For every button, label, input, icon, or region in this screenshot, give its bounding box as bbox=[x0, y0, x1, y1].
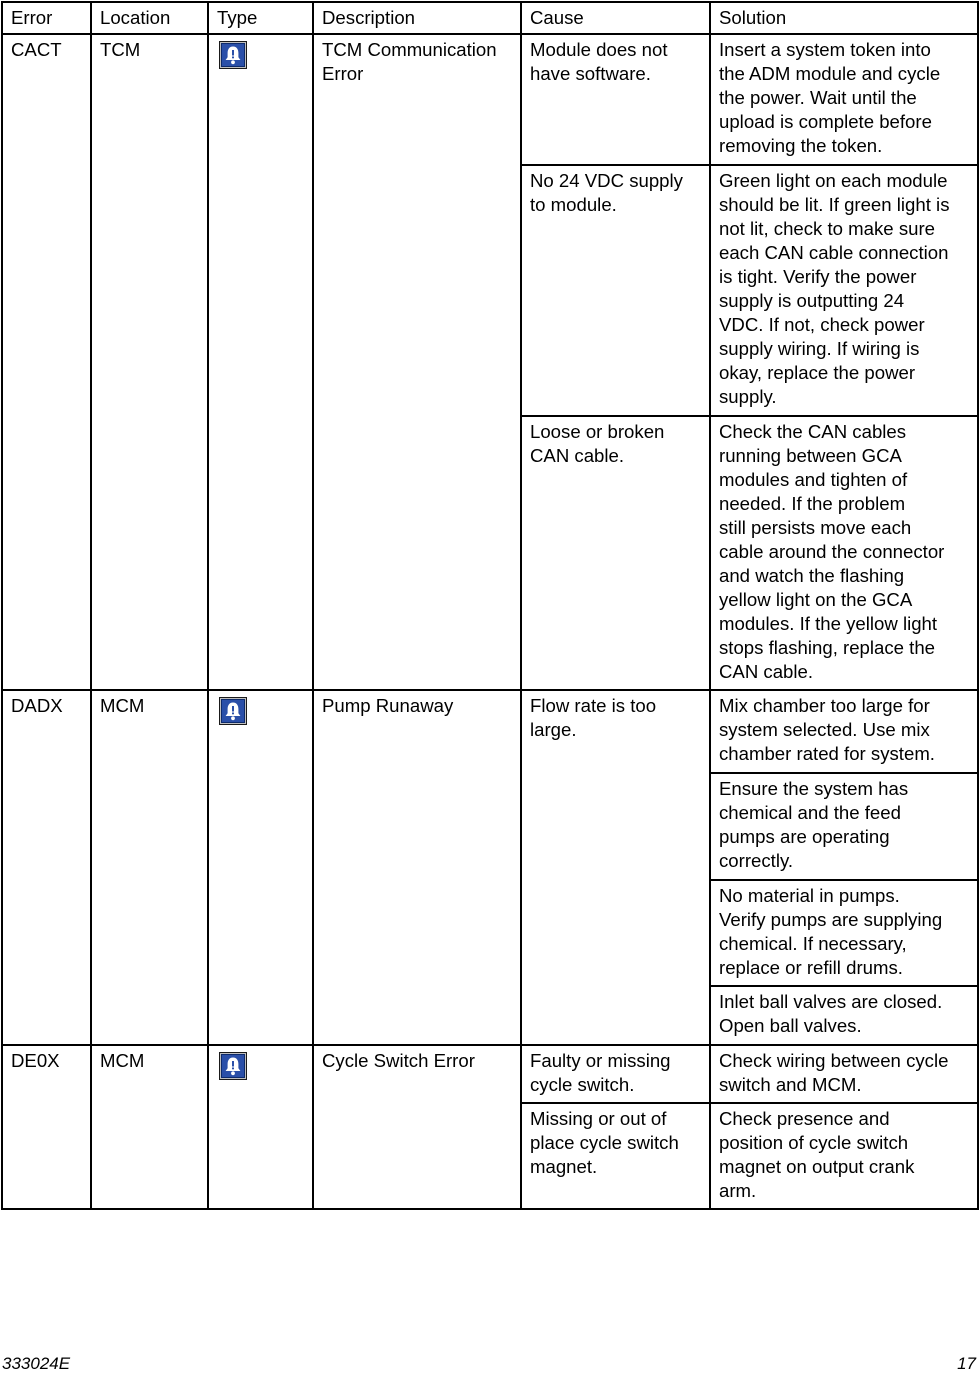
cause-cell: No 24 VDC supply to module. bbox=[521, 165, 710, 416]
table-row bbox=[2, 34, 978, 165]
error-location: MCM bbox=[91, 690, 208, 1045]
document-number: 333024E bbox=[2, 1354, 71, 1373]
solution-cell: Check wiring between cycle switch and MCM. bbox=[710, 1045, 978, 1103]
error-type bbox=[208, 1045, 313, 1209]
alarm-bell-icon bbox=[219, 41, 247, 69]
solution-cell: Mix chamber too large for system selected. Use mix chamber rated for system. bbox=[710, 690, 978, 773]
table-row bbox=[2, 1045, 978, 1103]
header-solution: Solution bbox=[710, 2, 978, 34]
table-header-row bbox=[2, 2, 978, 34]
cause-cell: Missing or out of place cycle switch magnet. bbox=[521, 1103, 710, 1209]
solution-cell: Insert a system token into the ADM module and cycle the power. Wait until the upload is complete before removing the token. bbox=[710, 34, 978, 165]
error-code: DADX bbox=[2, 690, 91, 1045]
error-description: Pump Runaway bbox=[313, 690, 521, 1045]
header-type: Type bbox=[208, 2, 313, 34]
alarm-bell-icon bbox=[219, 697, 247, 725]
header-error: Error bbox=[2, 2, 91, 34]
error-description: TCM Communication Error bbox=[313, 34, 521, 690]
cause-cell: Loose or broken CAN cable. bbox=[521, 416, 710, 690]
header-location: Location bbox=[91, 2, 208, 34]
cause-cell: Flow rate is too large. bbox=[521, 690, 710, 1045]
error-code: DE0X bbox=[2, 1045, 91, 1209]
page-number: 17 bbox=[957, 1354, 976, 1373]
error-description: Cycle Switch Error bbox=[313, 1045, 521, 1209]
error-table bbox=[1, 1, 979, 1210]
header-cause: Cause bbox=[521, 2, 710, 34]
alarm-bell-icon bbox=[219, 1052, 247, 1080]
solution-cell: Green light on each module should be lit. If green light is not lit, check to make sure each CAN cable connection is tight. Verify the power supply is outputting 24 VDC. If not, check power supply wiring. If wiring is okay, replace the power supply. bbox=[710, 165, 978, 416]
solution-cell: Inlet ball valves are closed. Open ball valves. bbox=[710, 986, 978, 1045]
error-type bbox=[208, 34, 313, 690]
solution-cell: Check the CAN cables running between GCA modules and tighten of needed. If the problem still persists move each cable around the connector and watch the flashing yellow light on the GCA modules. If the yellow light stops flashing, replace the CAN cable. bbox=[710, 416, 978, 690]
solution-cell: Ensure the system has chemical and the feed pumps are operating correctly. bbox=[710, 773, 978, 880]
error-type bbox=[208, 690, 313, 1045]
solution-cell: No material in pumps. Verify pumps are supplying chemical. If necessary, replace or refill drums. bbox=[710, 880, 978, 986]
error-location: TCM bbox=[91, 34, 208, 690]
error-code: CACT bbox=[2, 34, 91, 690]
header-description: Description bbox=[313, 2, 521, 34]
error-location: MCM bbox=[91, 1045, 208, 1209]
cause-cell: Faulty or missing cycle switch. bbox=[521, 1045, 710, 1103]
table-row bbox=[2, 690, 978, 773]
solution-cell: Check presence and position of cycle switch magnet on output crank arm. bbox=[710, 1103, 978, 1209]
cause-cell: Module does not have software. bbox=[521, 34, 710, 165]
